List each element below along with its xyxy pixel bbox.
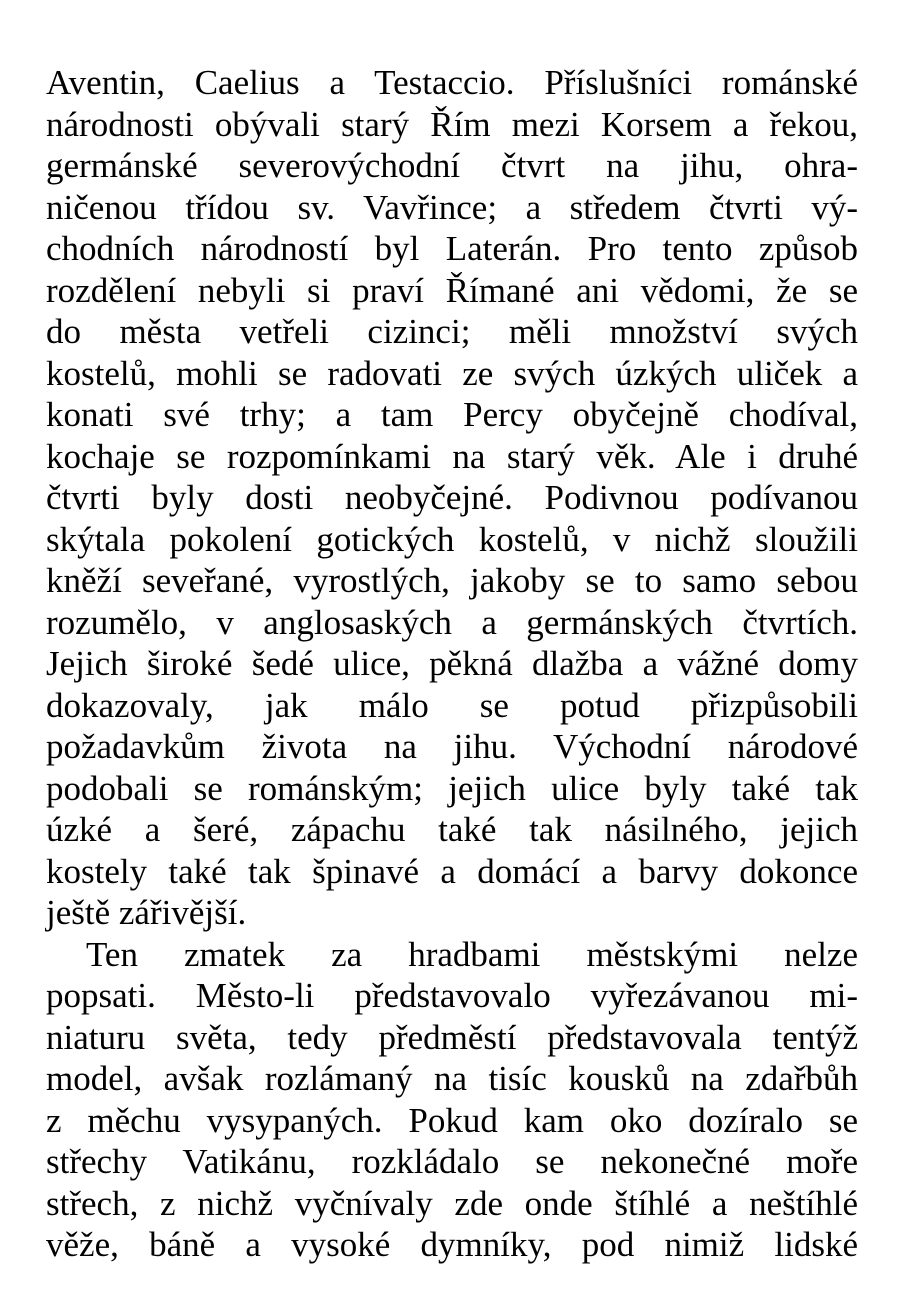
text-line: ničenou třídou sv. Vavřince; a středem čtvrti vý-: [46, 187, 858, 227]
text-line: čtvrti byly dosti neobyčejné. Podivnou podívanou: [46, 478, 858, 517]
text-line: rozdělení nebyli si praví Římané ani vědomi, že se: [46, 270, 858, 310]
book-page: [46, 62, 858, 1266]
text-line: skýtala pokolení gotických kostelů, v nichž sloužili: [46, 519, 858, 559]
text-line: věže, báně a vysoké dymníky, pod nimiž lidské: [46, 1225, 858, 1264]
text-line: úzké a šeré, zápachu také tak násilného, jejich: [46, 810, 858, 849]
text-line: z měchu vysypaných. Pokud kam oko dozíralo se: [46, 1100, 858, 1140]
text-line: kněží seveřané, vyrostlých, jakoby se to samo sebou: [46, 561, 858, 600]
paragraph: [46, 62, 858, 934]
text-line: kochaje se rozpomínkami na starý věk. Ale i druhé: [46, 436, 858, 476]
text-line: podobali se románským; jejich ulice byly také tak: [46, 768, 858, 808]
text-line: germánské severovýchodní čtvrt na jihu, ohra-: [46, 146, 858, 185]
text-line: kostely také tak špinavé a domácí a barvy dokonce: [46, 851, 858, 891]
text-line: Ten zmatek za hradbami městskými nelze: [86, 934, 858, 974]
text-line: ještě zářivější.: [46, 893, 247, 932]
text-line: Aventin, Caelius a Testaccio. Příslušníci románské: [46, 63, 858, 102]
text-line: model, avšak rozlámaný na tisíc kousků na zdařbůh: [46, 1059, 858, 1098]
text-line: chodních národností byl Laterán. Pro tento způsob: [46, 229, 858, 268]
text-line: popsati. Město-li představovalo vyřezávanou mi-: [46, 976, 858, 1015]
text-line: národnosti obývali starý Řím mezi Korsem a řekou,: [46, 104, 858, 144]
text-line: střechy Vatikánu, rozkládalo se nekonečné moře: [46, 1142, 858, 1181]
text-line: střech, z nichž vyčnívaly zde onde štíhlé a neštíhlé: [46, 1183, 858, 1223]
text-line: požadavkům života na jihu. Východní národové: [46, 727, 858, 766]
text-line: Jejich široké šedé ulice, pěkná dlažba a vážné domy: [46, 644, 858, 683]
text-line: kostelů, mohli se radovati ze svých úzkých uliček a: [46, 353, 858, 393]
text-line: rozumělo, v anglosaských a germánských čtvrtích.: [46, 602, 858, 642]
text-line: dokazovaly, jak málo se potud přizpůsobili: [46, 685, 858, 725]
text-line: konati své trhy; a tam Percy obyčejně chodíval,: [46, 395, 858, 434]
paragraph: [46, 934, 858, 1266]
text-line: do města vetřeli cizinci; měli množství svých: [46, 312, 858, 351]
text-line: niaturu světa, tedy předměstí představovala tentýž: [46, 1017, 858, 1057]
